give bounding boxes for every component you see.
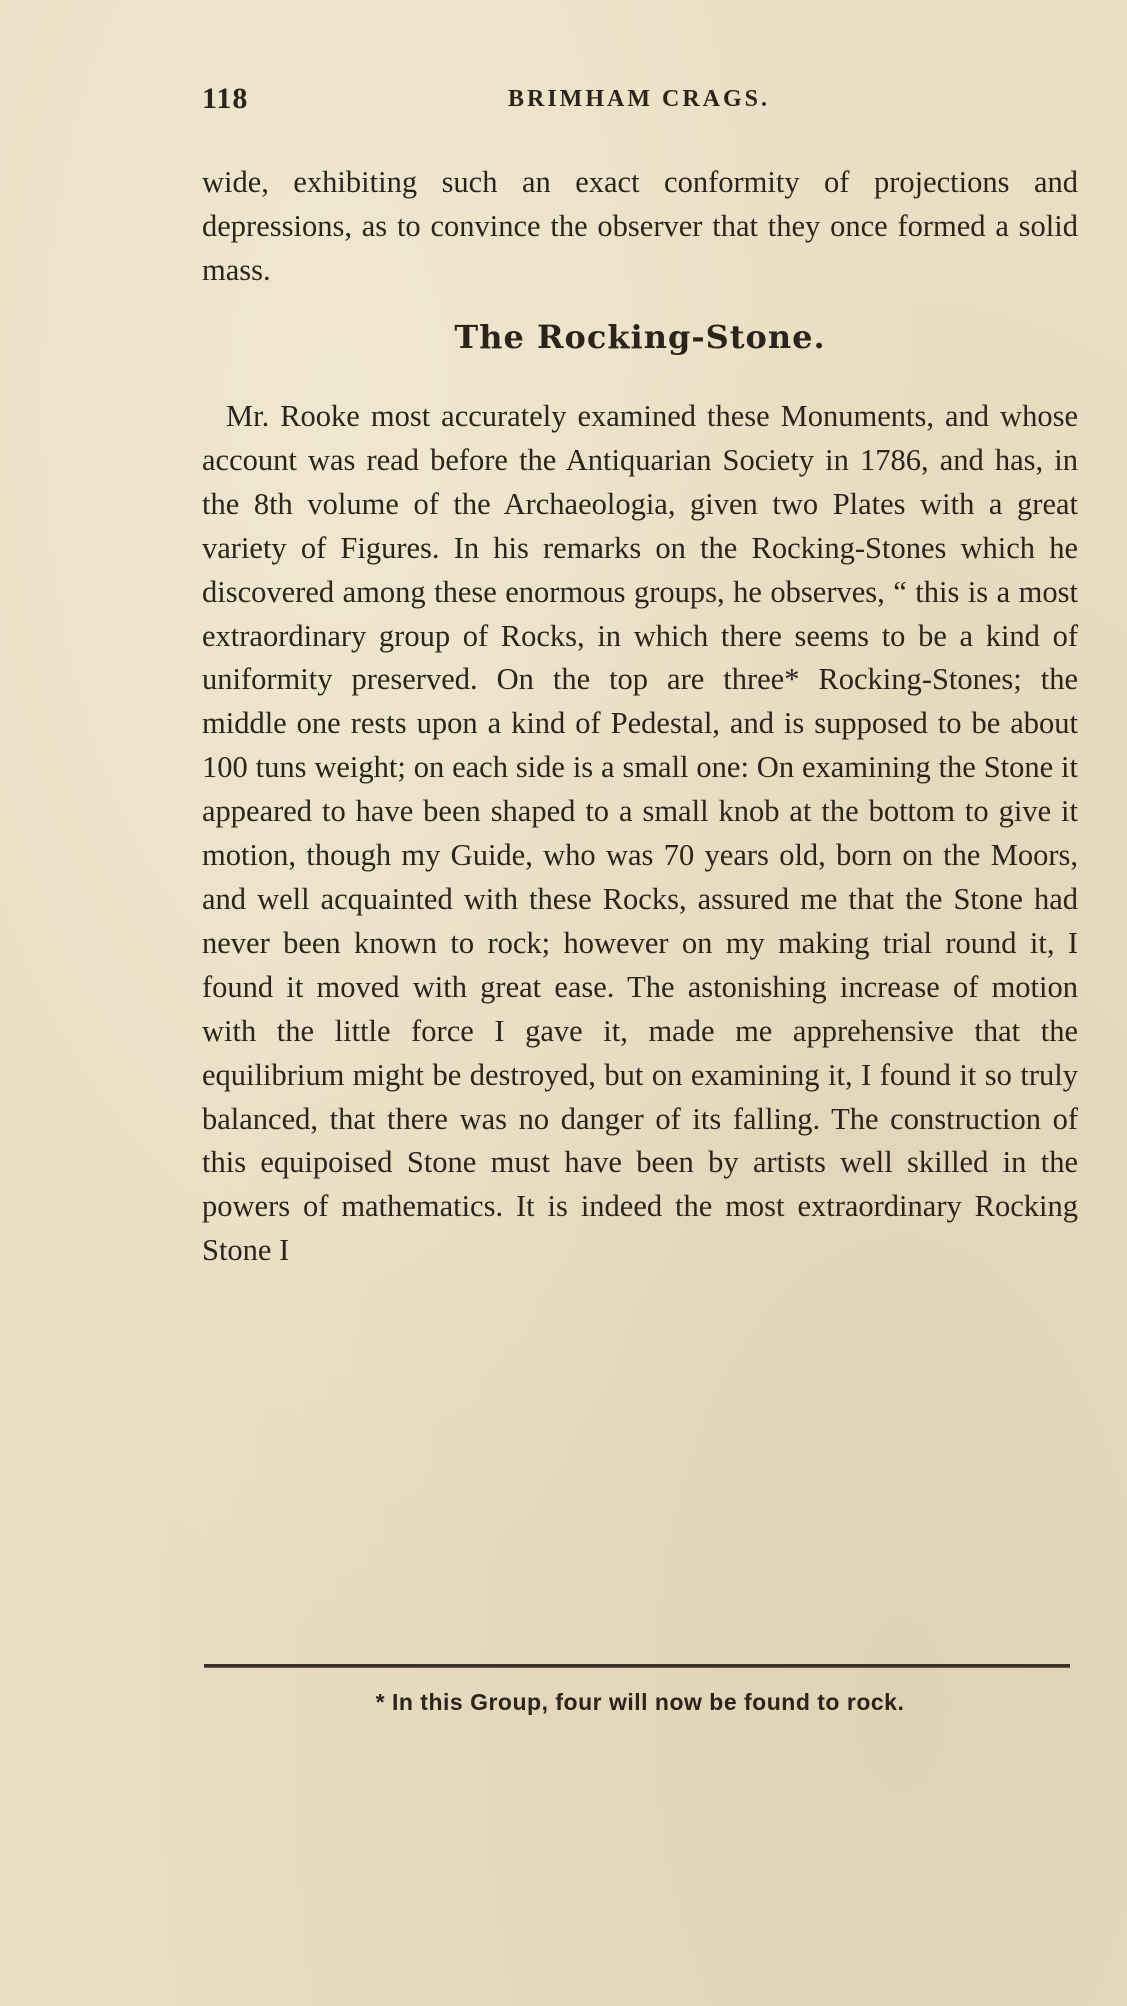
section-heading: The Rocking-Stone. xyxy=(454,318,826,356)
page-number: 118 xyxy=(202,82,249,115)
main-paragraph-block xyxy=(202,395,1078,1273)
footnote-rule xyxy=(204,1664,1070,1668)
page-header xyxy=(202,82,1078,122)
footnote: * In this Group, four will now be found to rock. xyxy=(375,1689,905,1715)
intro-paragraph: wide, exhibiting such an exact conformity of projections and depressions, as to convince the observer that they once formed a solid mass. xyxy=(202,165,1078,287)
main-paragraph: Mr. Rooke most accurately examined these Monuments, and whose account was read before the Antiquarian Society in 1786, and has, in the 8th volume of the Archaeologia, given two Plates with a great variety of Figures. In his remarks on the Rocking-Stones which he discovered among these enormous groups, he observes, “ this is a most extraordinary group of Rocks, in which there seems to be a kind of uniformity preserved. On the top are three* Rocking-Stones; the middle one rests upon a kind of Pedestal, and is supposed to be about 100 tuns weight; on each side is a small one: On examining the Stone it appeared to have been shaped to a small knob at the bottom to give it motion, though my Guide, who was 70 years old, born on the Moors, and well acquainted with these Rocks, assured me that the Stone had never been known to rock; however on my making trial round it, I found it moved with great ease. The astonishing increase of motion with the little force I gave it, made me apprehensive that the equilibrium might be destroyed, but on examining it, I found it so truly balanced, that there was no danger of its falling. The construction of this equipoised Stone must have been by artists well skilled in the powers of mathematics. It is indeed the most extraordinary Rocking Stone I xyxy=(202,399,1078,1268)
running-head: BRIMHAM CRAGS. xyxy=(508,86,770,112)
intro-paragraph-block xyxy=(202,161,1078,293)
